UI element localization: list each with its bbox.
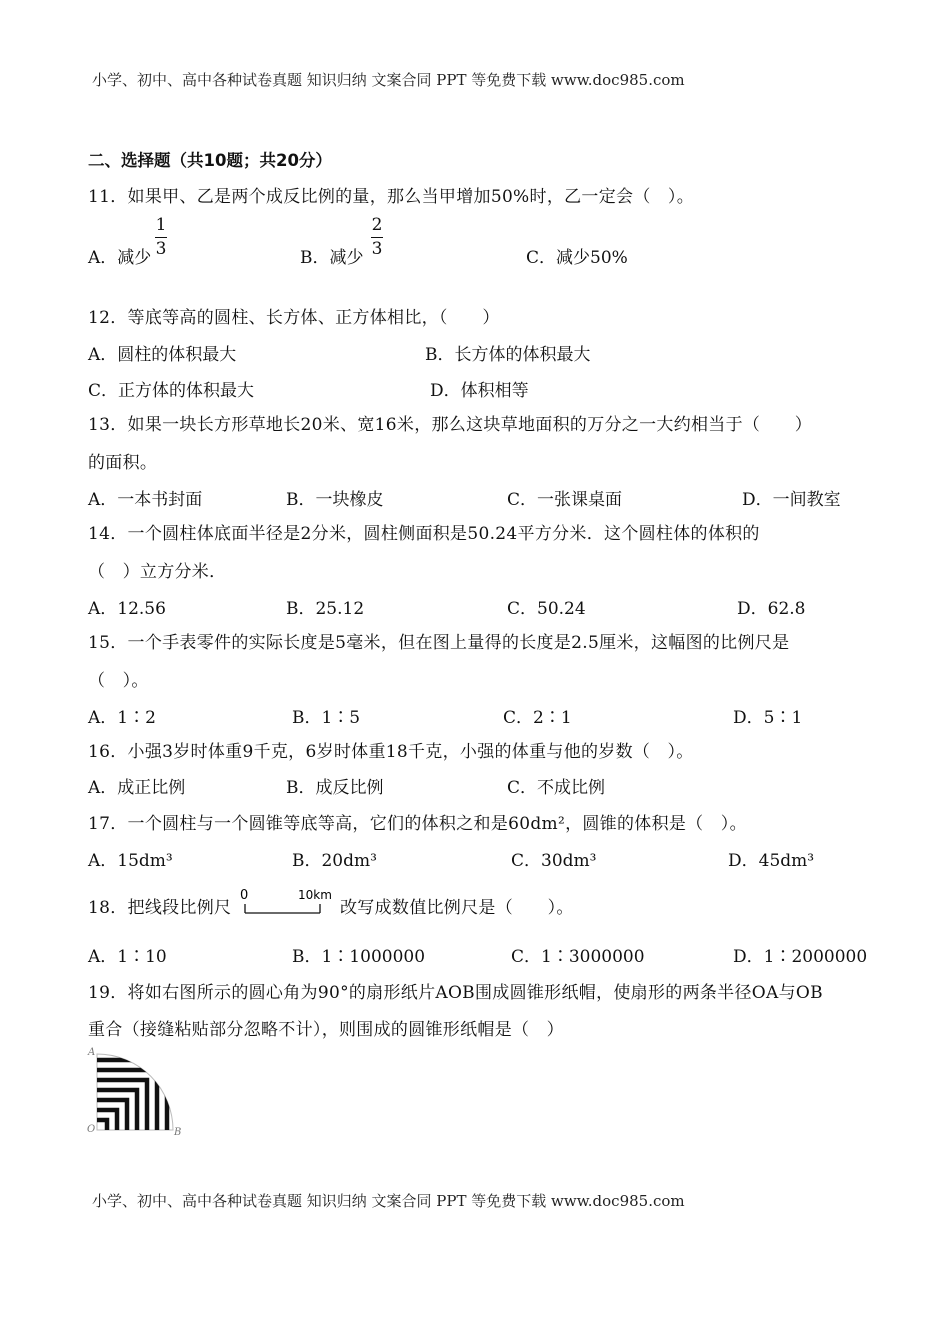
q18-option-b: B．1∶1000000 (292, 947, 426, 967)
point-o-label: O (87, 1124, 96, 1135)
question-15-stem-cont: （ ）。 (88, 671, 149, 691)
q14-option-a: A．12.56 (88, 599, 166, 619)
q12-option-d: D．体积相等 (430, 381, 529, 401)
q18-option-d: D．1∶2000000 (733, 947, 868, 967)
question-13-stem: 13．如果一块长方形草地长20米、宽16米，那么这块草地面积的万分之一大约相当于（ ） (88, 415, 813, 435)
fraction-numerator: 1 (155, 215, 167, 235)
line-segment-scale (238, 886, 338, 916)
question-18-stem: 18．把线段比例尺 (88, 898, 232, 918)
q15-option-a: A．1∶2 (88, 708, 156, 728)
q17-option-d: D．45dm³ (728, 851, 815, 871)
q15-option-b: B．1∶5 (292, 708, 361, 728)
fraction-numerator: 2 (371, 215, 383, 235)
scale-end-label: 10km (298, 888, 332, 902)
question-11-stem: 11．如果甲、乙是两个成反比例的量，那么当甲增加50%时，乙一定会（ ）。 (88, 187, 695, 207)
question-19-stem: 19．将如右图所示的圆心角为90°的扇形纸片AOB围成圆锥形纸帽，使扇形的两条半径OA与OB (88, 983, 823, 1003)
q11-option-b: B．减少 (300, 248, 364, 268)
q17-option-b: B．20dm³ (292, 851, 377, 871)
q12-option-b: B．长方体的体积最大 (425, 345, 591, 365)
scale-start-label: 0 (240, 888, 249, 903)
q11-option-c: C．减少50% (526, 248, 628, 268)
q16-option-b: B．成反比例 (286, 778, 384, 798)
q17-option-a: A．15dm³ (88, 851, 173, 871)
q14-option-d: D．62.8 (737, 599, 806, 619)
page-footer: 小学、初中、高中各种试卷真题 知识归纳 文案合同 PPT 等免费下载 www.doc985.com (92, 1192, 685, 1210)
q17-option-c: C．30dm³ (511, 851, 597, 871)
q15-option-c: C．2∶1 (503, 708, 572, 728)
q13-option-d: D．一间教室 (742, 490, 841, 510)
question-14-stem: 14．一个圆柱体底面半径是2分米，圆柱侧面积是50.24平方分米．这个圆柱体的体积的 (88, 524, 760, 544)
q16-option-a: A．成正比例 (88, 778, 186, 798)
q13-option-b: B．一块橡皮 (286, 490, 384, 510)
sector-aob-figure (84, 1044, 194, 1139)
q12-option-c: C．正方体的体积最大 (88, 381, 255, 401)
question-15-stem: 15．一个手表零件的实际长度是5毫米，但在图上量得的长度是2.5厘米，这幅图的比例尺是 (88, 633, 790, 653)
q15-option-d: D．5∶1 (733, 708, 803, 728)
q18-option-c: C．1∶3000000 (511, 947, 645, 967)
question-19-stem-cont: 重合（接缝粘贴部分忽略不计），则围成的圆锥形纸帽是（ ） (88, 1020, 564, 1040)
q16-option-c: C．不成比例 (507, 778, 606, 798)
q14-option-c: C．50.24 (507, 599, 586, 619)
fraction-denominator: 3 (155, 239, 167, 259)
q14-option-b: B．25.12 (286, 599, 365, 619)
q11-option-b-fraction (371, 217, 383, 258)
q11-option-a: A．减少 (88, 248, 152, 268)
section-title: 二、选择题（共10题；共20分） (88, 151, 332, 170)
question-14-stem-cont: （ ）立方分米． (88, 562, 227, 582)
q12-option-a: A．圆柱的体积最大 (88, 345, 237, 365)
question-18-stem-cont: 改写成数值比例尺是（ ）。 (340, 898, 574, 918)
fraction-denominator: 3 (371, 239, 383, 259)
question-12-stem: 12．等底等高的圆柱、长方体、正方体相比，（ ） (88, 308, 500, 328)
question-13-stem-cont: 的面积。 (88, 453, 158, 473)
question-17-stem: 17．一个圆柱与一个圆锥等底等高，它们的体积之和是60dm²，圆锥的体积是（ ）。 (88, 814, 747, 834)
page-header: 小学、初中、高中各种试卷真题 知识归纳 文案合同 PPT 等免费下载 www.doc985.com (92, 71, 685, 89)
q13-option-a: A．一本书封面 (88, 490, 203, 510)
point-b-label: B (174, 1127, 182, 1138)
q13-option-c: C．一张课桌面 (507, 490, 623, 510)
q11-option-a-fraction (155, 217, 167, 258)
question-16-stem: 16．小强3岁时体重9千克，6岁时体重18千克，小强的体重与他的岁数（ ）。 (88, 742, 694, 762)
q18-option-a: A．1∶10 (88, 947, 167, 967)
point-a-label: A (88, 1047, 96, 1058)
